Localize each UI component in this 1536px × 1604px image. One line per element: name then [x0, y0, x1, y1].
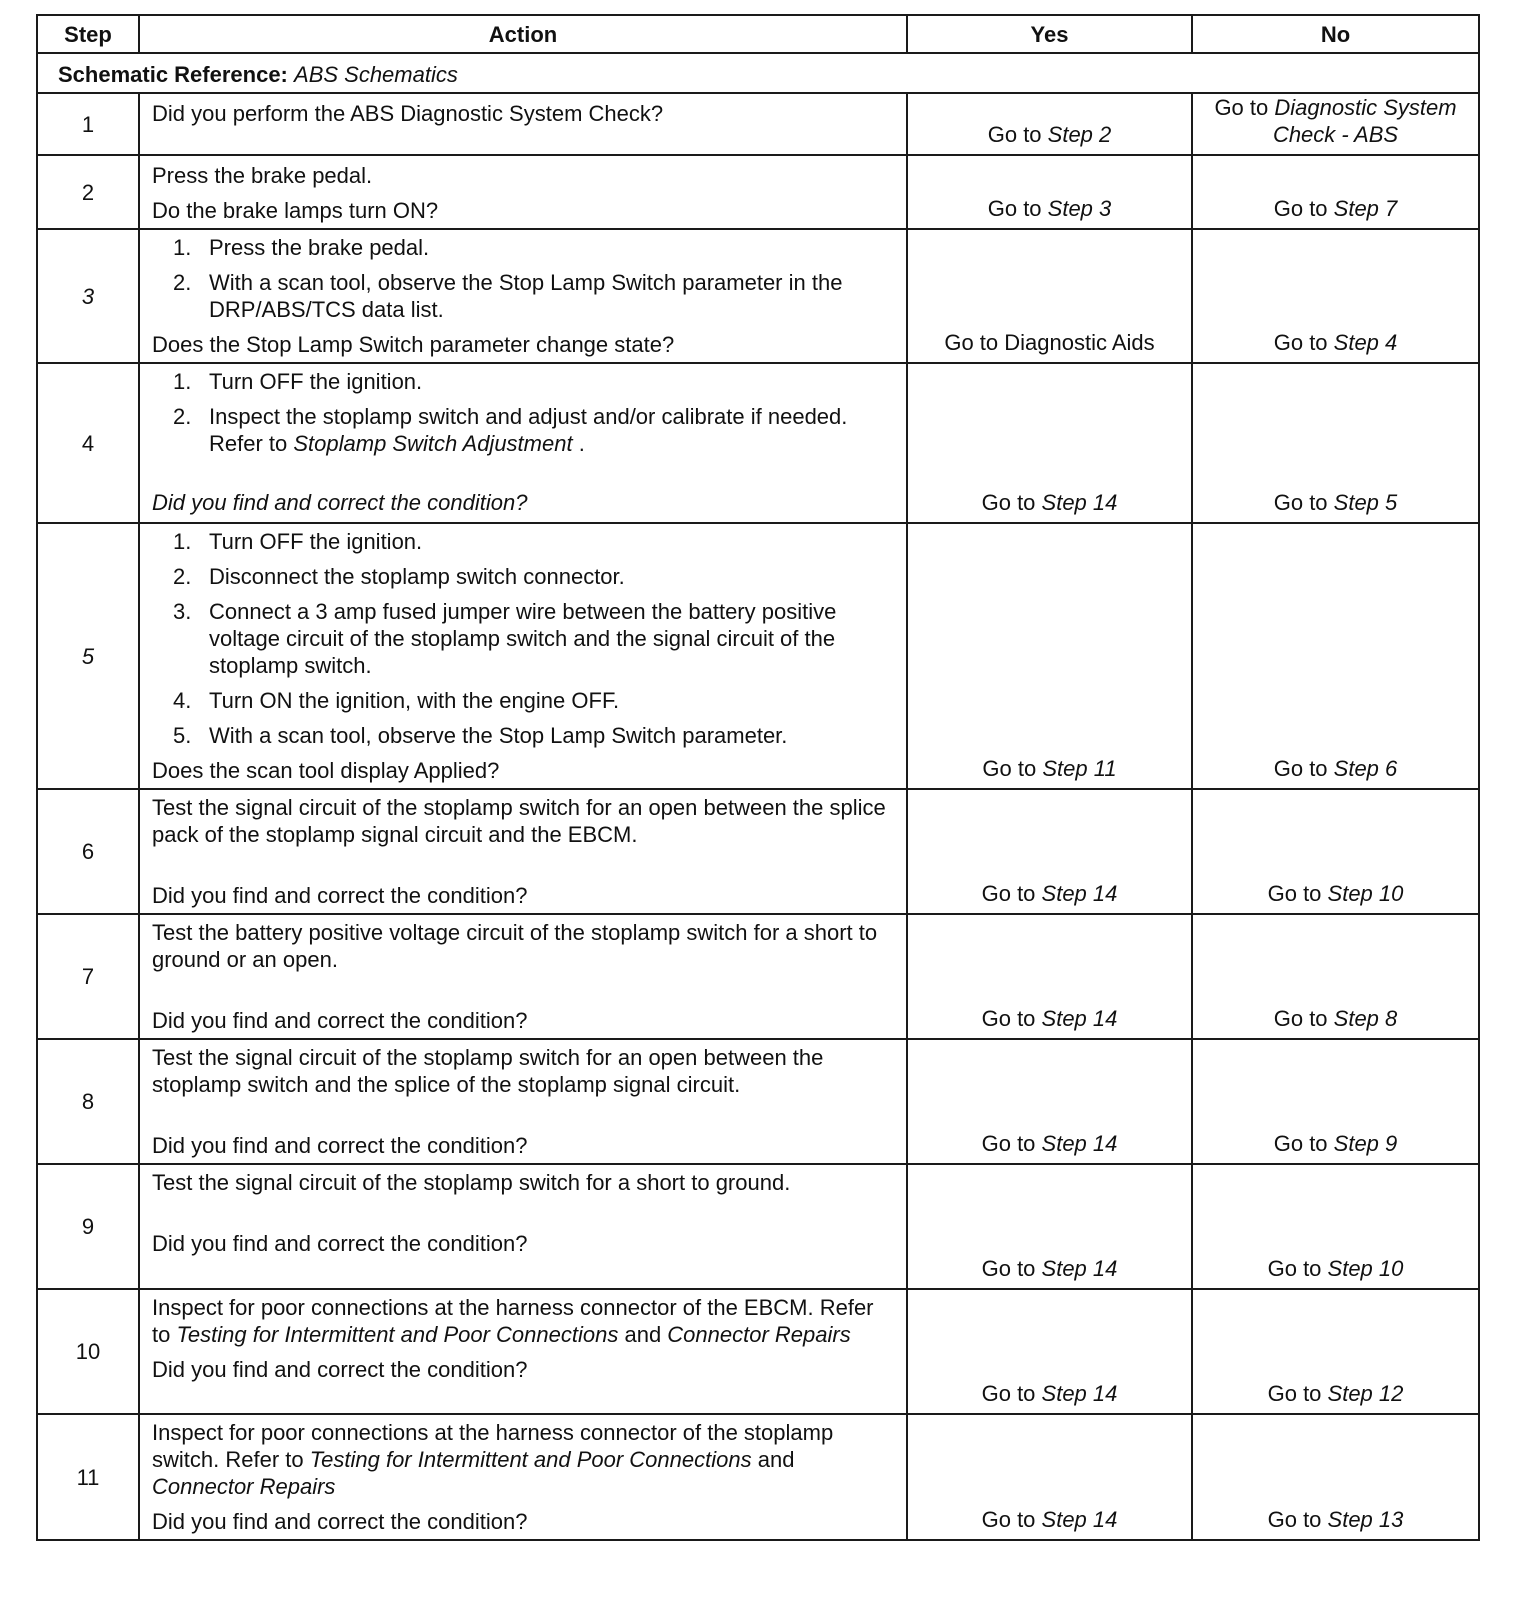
yes-step-link[interactable]: Step 3 — [1047, 196, 1112, 221]
header-no: No — [1192, 15, 1479, 53]
action-cell — [139, 229, 907, 363]
no-cell — [1192, 229, 1479, 363]
yes-cell — [907, 1414, 1192, 1540]
no-cell — [1192, 914, 1479, 1039]
question-text: Do the brake lamps turn ON? — [152, 198, 439, 223]
step-number: 9 — [37, 1164, 139, 1289]
diagnostic-table — [36, 14, 1480, 1541]
no-step-link[interactable]: Step 10 — [1327, 1256, 1404, 1281]
step-number: 11 — [37, 1414, 139, 1540]
substep: 2. With a scan tool, observe the Stop Lamp Switch parameter in the DRP/ABS/TCS data list. — [173, 270, 843, 322]
no-cell — [1192, 523, 1479, 789]
no-step-link[interactable]: Step 7 — [1333, 196, 1398, 221]
step-number: 3 — [37, 229, 139, 363]
no-cell — [1192, 93, 1479, 155]
no-prefix: Go to — [1273, 1131, 1334, 1156]
action-text: Test the signal circuit of the stoplamp switch for an open between the stoplamp switch and the splice of the stoplamp signal circuit. — [152, 1045, 824, 1097]
yes-prefix: Go to — [981, 1381, 1042, 1406]
no-cell — [1192, 789, 1479, 914]
table-row — [37, 155, 1479, 229]
action-cell — [139, 155, 907, 229]
step-number: 2 — [37, 155, 139, 229]
no-prefix: Go to — [1273, 196, 1334, 221]
question-text: Did you find and correct the condition? — [152, 883, 528, 908]
question-text: Does the scan tool display Applied? — [152, 758, 500, 783]
question-text: Does the Stop Lamp Switch parameter change state? — [152, 332, 675, 357]
no-cell — [1192, 363, 1479, 523]
yes-step-link[interactable]: Step 14 — [1041, 1381, 1118, 1406]
substep-list — [152, 234, 896, 323]
header-step: Step — [37, 15, 139, 53]
yes-cell — [907, 789, 1192, 914]
step-number: 5 — [37, 523, 139, 789]
yes-cell — [907, 523, 1192, 789]
step-number: 8 — [37, 1039, 139, 1164]
table-row — [37, 229, 1479, 363]
no-step-link[interactable]: Step 8 — [1333, 1006, 1398, 1031]
question-text: Did you find and correct the condition? — [152, 1133, 528, 1158]
table-row — [37, 363, 1479, 523]
yes-prefix: Go to — [981, 490, 1042, 515]
action-text: Test the signal circuit of the stoplamp switch for an open between the splice pack of the stoplamp signal circuit and the EBCM. — [152, 795, 886, 847]
no-prefix: Go to — [1214, 95, 1275, 120]
action-cell — [139, 363, 907, 523]
substep: 1. Press the brake pedal. — [173, 235, 430, 260]
reference-link[interactable]: Connector Repairs — [152, 1474, 336, 1499]
yes-cell — [907, 1039, 1192, 1164]
yes-prefix: Go to — [981, 1507, 1042, 1532]
no-prefix: Go to — [1273, 490, 1334, 515]
no-prefix: Go to — [1273, 756, 1334, 781]
substep: 3. Connect a 3 amp fused jumper wire between the battery positive voltage circuit of the stoplamp switch and the signal circuit of the stoplamp switch. — [173, 599, 837, 678]
no-step-link[interactable]: Diagnostic System Check - ABS — [1272, 95, 1457, 147]
yes-cell — [907, 914, 1192, 1039]
no-cell — [1192, 1414, 1479, 1540]
question-text: Did you find and correct the condition? — [152, 490, 528, 515]
action-text: Test the battery positive voltage circuit of the stoplamp switch for a short to ground or an open. — [152, 920, 878, 972]
yes-prefix: Go to — [987, 122, 1048, 147]
no-cell — [1192, 1164, 1479, 1289]
table-row — [37, 523, 1479, 789]
action-cell — [139, 789, 907, 914]
table-row — [37, 1039, 1479, 1164]
action-cell — [139, 914, 907, 1039]
action-text: Inspect for poor connections at the harness connector of the stoplamp switch. Refer to Testing for Intermittent and Poor Connections and Connector Repairs — [152, 1420, 834, 1499]
yes-cell — [907, 155, 1192, 229]
schematic-reference-link[interactable]: ABS Schematics — [294, 61, 458, 87]
table-row — [37, 93, 1479, 155]
table-row — [37, 914, 1479, 1039]
yes-prefix: Go to — [982, 756, 1043, 781]
table-row — [37, 789, 1479, 914]
no-prefix: Go to — [1267, 1256, 1328, 1281]
no-prefix: Go to — [1267, 881, 1328, 906]
yes-step-link[interactable]: Step 14 — [1041, 1507, 1118, 1532]
yes-cell — [907, 93, 1192, 155]
reference-link[interactable]: Stoplamp Switch Adjustment — [293, 431, 573, 456]
yes-step-link[interactable]: Step 14 — [1041, 881, 1118, 906]
no-step-link[interactable]: Step 13 — [1327, 1507, 1404, 1532]
schematic-reference-row — [37, 53, 1479, 93]
no-step-link[interactable]: Step 10 — [1327, 881, 1404, 906]
yes-cell — [907, 1164, 1192, 1289]
yes-cell — [907, 229, 1192, 363]
no-step-link[interactable]: Step 5 — [1333, 490, 1398, 515]
no-prefix: Go to — [1273, 330, 1334, 355]
yes-step-link[interactable]: Step 14 — [1041, 1256, 1118, 1281]
action-cell — [139, 523, 907, 789]
yes-prefix: Go to — [981, 1131, 1042, 1156]
no-cell — [1192, 1039, 1479, 1164]
substep: 5. With a scan tool, observe the Stop Lamp Switch parameter. — [173, 723, 788, 748]
action-text: Inspect for poor connections at the harness connector of the EBCM. Refer to Testing for Intermittent and Poor Connections and Connector Repairs — [152, 1295, 874, 1347]
action-cell — [139, 1164, 907, 1289]
step-number: 6 — [37, 789, 139, 914]
yes-prefix: Go to — [987, 196, 1048, 221]
no-step-link[interactable]: Step 6 — [1333, 756, 1398, 781]
action-text: Press the brake pedal. — [152, 163, 373, 188]
schematic-reference-label: Schematic Reference: — [58, 61, 288, 87]
no-cell — [1192, 1289, 1479, 1414]
table-row — [37, 1164, 1479, 1289]
question-text: Did you find and correct the condition? — [152, 1357, 528, 1382]
step-number: 10 — [37, 1289, 139, 1414]
action-text: Did you perform the ABS Diagnostic System Check? — [152, 101, 664, 126]
no-prefix: Go to — [1267, 1507, 1328, 1532]
yes-step-link[interactable]: Step 2 — [1047, 122, 1112, 147]
yes-step-link[interactable]: Step 14 — [1041, 490, 1118, 515]
header-action: Action — [139, 15, 907, 53]
yes-cell — [907, 1289, 1192, 1414]
substep: 2. Disconnect the stoplamp switch connector. — [173, 564, 625, 589]
substep-list — [152, 528, 896, 749]
no-cell — [1192, 155, 1479, 229]
reference-link[interactable]: Testing for Intermittent and Poor Connections — [309, 1447, 752, 1472]
question-text: Did you find and correct the condition? — [152, 1509, 528, 1534]
substep: 2. Inspect the stoplamp switch and adjust and/or calibrate if needed. Refer to Stoplamp Switch Adjustment . — [173, 404, 848, 456]
yes-prefix: Go to — [981, 1256, 1042, 1281]
reference-link[interactable]: Connector Repairs — [667, 1322, 851, 1347]
action-cell — [139, 1414, 907, 1540]
substep: 4. Turn ON the ignition, with the engine OFF. — [173, 688, 620, 713]
yes-link[interactable]: Go to Diagnostic Aids — [944, 330, 1155, 355]
no-prefix: Go to — [1273, 1006, 1334, 1031]
yes-step-link[interactable]: Step 14 — [1041, 1131, 1118, 1156]
step-number: 1 — [37, 93, 139, 155]
header-row — [37, 15, 1479, 53]
no-step-link[interactable]: Step 9 — [1333, 1131, 1398, 1156]
header-yes: Yes — [907, 15, 1192, 53]
yes-prefix: Go to — [981, 1006, 1042, 1031]
reference-link[interactable]: Testing for Intermittent and Poor Connections — [176, 1322, 619, 1347]
yes-step-link[interactable]: Step 11 — [1042, 756, 1117, 781]
step-number: 7 — [37, 914, 139, 1039]
substep: 1. Turn OFF the ignition. — [173, 529, 423, 554]
substep: 1. Turn OFF the ignition. — [173, 369, 423, 394]
action-cell — [139, 1039, 907, 1164]
question-text: Did you find and correct the condition? — [152, 1008, 528, 1033]
question-text: Did you find and correct the condition? — [152, 1231, 528, 1256]
yes-step-link[interactable]: Step 14 — [1041, 1006, 1118, 1031]
schematic-reference — [37, 53, 1479, 93]
table-row — [37, 1414, 1479, 1540]
substep-list — [152, 368, 896, 457]
no-prefix: Go to — [1267, 1381, 1328, 1406]
table-row — [37, 1289, 1479, 1414]
no-step-link[interactable]: Step 4 — [1333, 330, 1398, 355]
step-number: 4 — [37, 363, 139, 523]
action-text: Test the signal circuit of the stoplamp switch for a short to ground. — [152, 1170, 791, 1195]
no-step-link[interactable]: Step 12 — [1327, 1381, 1404, 1406]
yes-prefix: Go to — [981, 881, 1042, 906]
yes-cell — [907, 363, 1192, 523]
action-cell — [139, 93, 907, 155]
action-cell — [139, 1289, 907, 1414]
